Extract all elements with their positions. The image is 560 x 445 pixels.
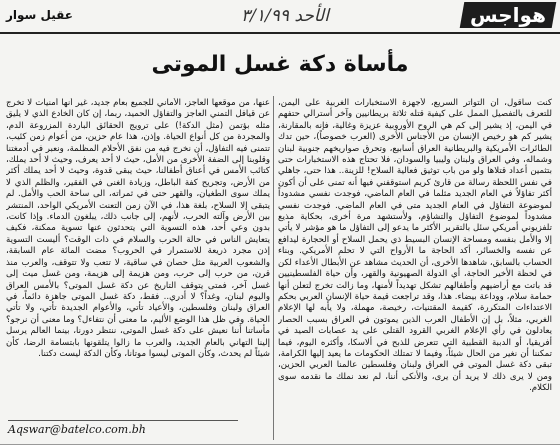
column-right-text: كنت ساقول، أن التواتر السريع، لأجهزة الاستخبارات الغربية على اليمن، للتعرف بالتفصيل الممل على كيفية قتله ثلاثة بريطانيين وآخر أسترالي حتفهم في اليمن، إذ يشير إلى كم هي الروح الأوروبية عزيزة وغالية، فإنه بالمقارنة، يشير كم هو رخيص الإنسان من الأجناس الأخرى (العرب خصوصاً)، حين تدك الطائرات الأمريكية والبريطانية العراق أسابيع، وتحرق صواريخهم جنوبية لبنان وشماله، وفي العراق ولبنان وليبيا والسودان، فلا تحتاج هذه الاستخبارات حتى بتثمين أعداد قتلاها ولو من باب توثيق فعالية السلاح! للزينة.. هذا حتى، جاهلي في نفس اللحظة رسالة من قارئ كريم استوقفني فيها أنه تمنى على أن أكون أكثر تفاؤلاً في العام الجديد مثلما في العام الماضي، فوجدت نفسي مشدوداً لموضوعة التفاؤل في العام الجديد متى في العام الماضي. فوجدت نفسي مشدوداً لموضوع التفاؤل والتشاؤم، ولأستشهد مرة أخرى، بحكاية مذيع تلفزيوني أمريكي سئل بالتقرير الأكثر ما يدعو إلى التفاؤل ما هو مؤشر لا يأتي إلا والأمل بنفسه ومساحة الإنسان البسيط ذي يحمل السلاح أو الحجارة ليدافع عن نفسه والخسائر، أكد الحاجة ما الأرواح التي لا تحلم الأمريكي. وبناء الحساب بالسابق، شاهدها الأخرى، أن الحديث مشاهد عن الأبطال الأعداء لكن في لحظة الأخير الحاجة، أي الدولة الصهيونية والقهر، وأن حياة الفلسطينيين قد باتت مع أراضيهم وأطفالهم تشكل تهديداً لأمنها، وما زالت تخرج لتعلن أنها حمامة سلام، ووداعة بيضاء. هذا، وقد تراجعت قيمة حياة الإنسان العربي بحكم الاعتداءات المتكررة، كقيمة المقتنيات، رخيصة، مهملة، ولا يأبه لها الإعلام الغربي، مثلاً، بل إن الأطفال العرب الذين يموتون في العراق بسبب الحصار يعادلون في رأي الإعلام الغربي القرود القتلى على يد عصابات الصيد في أفريقيا، أو الدببة القطبية التي تتعرض للذبح في ألاسكا، وأكثره اليوم، فيما تمكننا أن نغير من الحال شيئاً، وفيما لا تمتلك الحكومات ما يعيد إليها الكرامة، تبقى دكة غسل الموتى في العراق ولبنان وفلسطين عالمنا العربي الحزين، ومن لا يرى ذلك لا يريد أن يرى، والأنكى أننا، لم نعد نملك ما نقدمه سوى الكلام. — [278, 98, 552, 394]
section-title: هواجس — [470, 3, 546, 27]
issue-date: الأحد ٣/١/٩٩ — [241, 6, 329, 26]
section-masthead — [460, 2, 557, 28]
header-rule — [0, 32, 560, 34]
column-divider — [273, 96, 274, 440]
column-left-text: عنها، من موقعها العاجز، الأماني للجميع بعام جديد، غير أنها أمنيات لا تخرج عن قيافل التمني العاجز والتفاؤل الحميد، ربما، إن كان الخادع الذي لا يليق مثله بؤتمن (مثل الدكة!) على ترويج الحقائق الباردة المزروعة الدم، والمجردة من كل أنواع الحياة. وإذن، هذا عام حزين، من أعوام زمن كئيب، تتمنى فيه التفاؤل، أن نخرج فيه من نفق الأحلام المظلمة، ونعبر في أدمغتنا وقلوبنا إلى الضفة الأخرى من الأمل، حيث لا أحد يعرف، وحيث لا أحد يملك، كتائب الأمس في أعناق أطفالنا، حيث يبقى قدوة، وحيث لا أحد يملك أكثر من الأرض، وتجريح كفة الباطل، وزيادة الغنى في الفقير، والظلم الذي لا يملك سوى الطغيان، والقهر حتى في ثمراته، الى ساحة الحب والأمل. لم يتبقى إلا السلاح، بلغة هذا، في الآن زمن التعنت الأمريكي الواحد، المنتشر بين الأرض وآلته الحرب، لأنهم، إلى جانب ذلك، يبلغون الدماء. وإذا كانت، بدون وعي أحد، هذه التسوية التي يتحدثون عنها تسوية ممكنة، فكيف يتعايش الناس في حالة الحرب والسلام في ذات الوقت؟ أليست التسوية إذن مجرد ذريعة للاستمرار في الحروب؟ مضت المائة عام السابقة، والشعوب العربية مثل حصان في ساقية، لا تتعب ولا تتوقف، والعرب منذ قرن، من حرب إلى حرب، ومن هزيمة إلى هزيمة، ومن غسل ميت إلى غسل آخر، فمتى يتوقف التاريخ عن دكة غسل الموتى؟ بالأمس العراق واليوم لبنان، وغداً؟ لا أدري.. فقط، دكة غسل الموتى جاهزة دائماً، في العراق ولبنان وفلسطين، والأعياد تأتي، والأعوام الجديدة تأتي، ولا تأتي الحياة. وفي ظل هذا الوضع الأليم، ما معنى أن نتفاءل؟ وما معنى أن نرجو؟ مأساتنا أننا نعيش على دكة غسل الموتى، ننتظر دورنا، بينما العالم يرسل إلينا التهاني بالعام الجديد، والعرب ما زالوا يتلقونها بابتسامة الرضا، كأن شيئاً لم يحدث، وكأن الموتى ليسوا موتانا، وكأن الدكة ليست دكتنا. — [6, 98, 270, 359]
article-column-right — [278, 98, 552, 440]
author-email[interactable]: Aqswar@batelco.com.bh — [8, 420, 238, 437]
author-name: عقيل سوار — [6, 8, 73, 22]
article-column-left — [6, 98, 270, 416]
article-headline: مأساة دكة غسل الموتى — [151, 52, 409, 77]
